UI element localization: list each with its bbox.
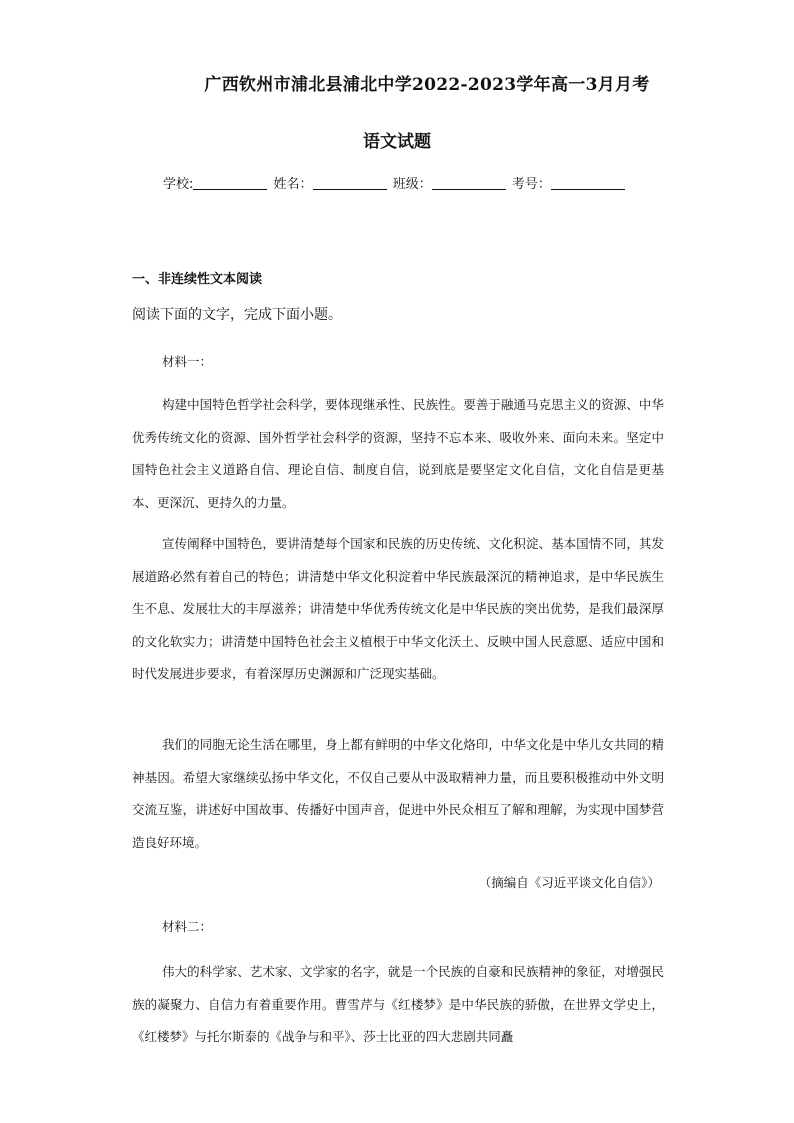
material-1-label: 材料一： <box>162 354 213 369</box>
exam-number-label: 考号： <box>511 177 551 192</box>
material-1-paragraph-2: 宣传阐释中国特色，要讲清楚每个国家和民族的历史传统、文化积淀、基本国情不同，其发展道路必然有着自己的特色；讲清楚中华文化积淀着中华民族最深沉的精神追求，是中华民族生生不息、发展壮大的丰厚滋养；讲清楚中华优秀传统文化是中华民族的突出优势，是我们最深厚的文化软实力；讲清楚中国特色社会主义植根于中华文化沃土、反映中国人民意愿、适应中国和时代发展进步要求，有着深厚历史渊源和广泛现实基础。 <box>132 536 664 681</box>
material-1-source: （摘编自《习近平谈文化自信》） <box>478 875 660 890</box>
material-1-paragraph-1: 构建中国特色哲学社会科学，要体现继承性、民族性。要善于融通马克思主义的资源、中华优秀传统文化的资源、国外哲学社会科学的资源，坚持不忘本来、吸收外来、面向未来。坚定中国特色社会主义道路自信、理论自信、制度自信，说到底是要坚定文化自信，文化自信是更基本、更深沉、更持久的力量。 <box>132 397 664 510</box>
reading-instruction: 阅读下面的文字，完成下面小题。 <box>132 307 342 323</box>
student-info-row <box>163 173 627 192</box>
material-2-label: 材料二： <box>162 919 213 934</box>
exam-title: 广西钦州市浦北县浦北中学2022-2023学年高一3月月考 <box>204 75 650 95</box>
class-blank[interactable] <box>432 176 506 190</box>
school-blank[interactable] <box>193 176 267 190</box>
section-heading: 一、非连续性文本阅读 <box>132 272 263 287</box>
name-blank[interactable] <box>313 176 387 190</box>
material-1-paragraph-3: 我们的同胞无论生活在哪里，身上都有鲜明的中华文化烙印，中华文化是中华儿女共同的精神基因。希望大家继续弘扬中华文化，不仅自己要从中汲取精神力量，而且要积极推动中外文明交流互鉴，讲述好中国故事、传播好中国声音，促进中外民众相互了解和理解，为实现中国梦营造良好环境。 <box>132 737 664 850</box>
name-label: 姓名： <box>273 177 313 192</box>
exam-number-blank[interactable] <box>551 176 625 190</box>
school-label: 学校: <box>163 177 194 192</box>
class-label: 班级： <box>392 177 432 192</box>
exam-subtitle: 语文试题 <box>363 132 431 152</box>
material-2-paragraph-1: 伟大的科学家、艺术家、文学家的名字，就是一个民族的自豪和民族精神的象征，对增强民族的凝聚力、自信力有着重要作用。曹雪芹与《红楼梦》是中华民族的骄傲，在世界文学史上，《红楼梦》与托尔斯泰的《战争与和平》、莎士比亚的四大悲剧共同矗 <box>132 964 664 1044</box>
